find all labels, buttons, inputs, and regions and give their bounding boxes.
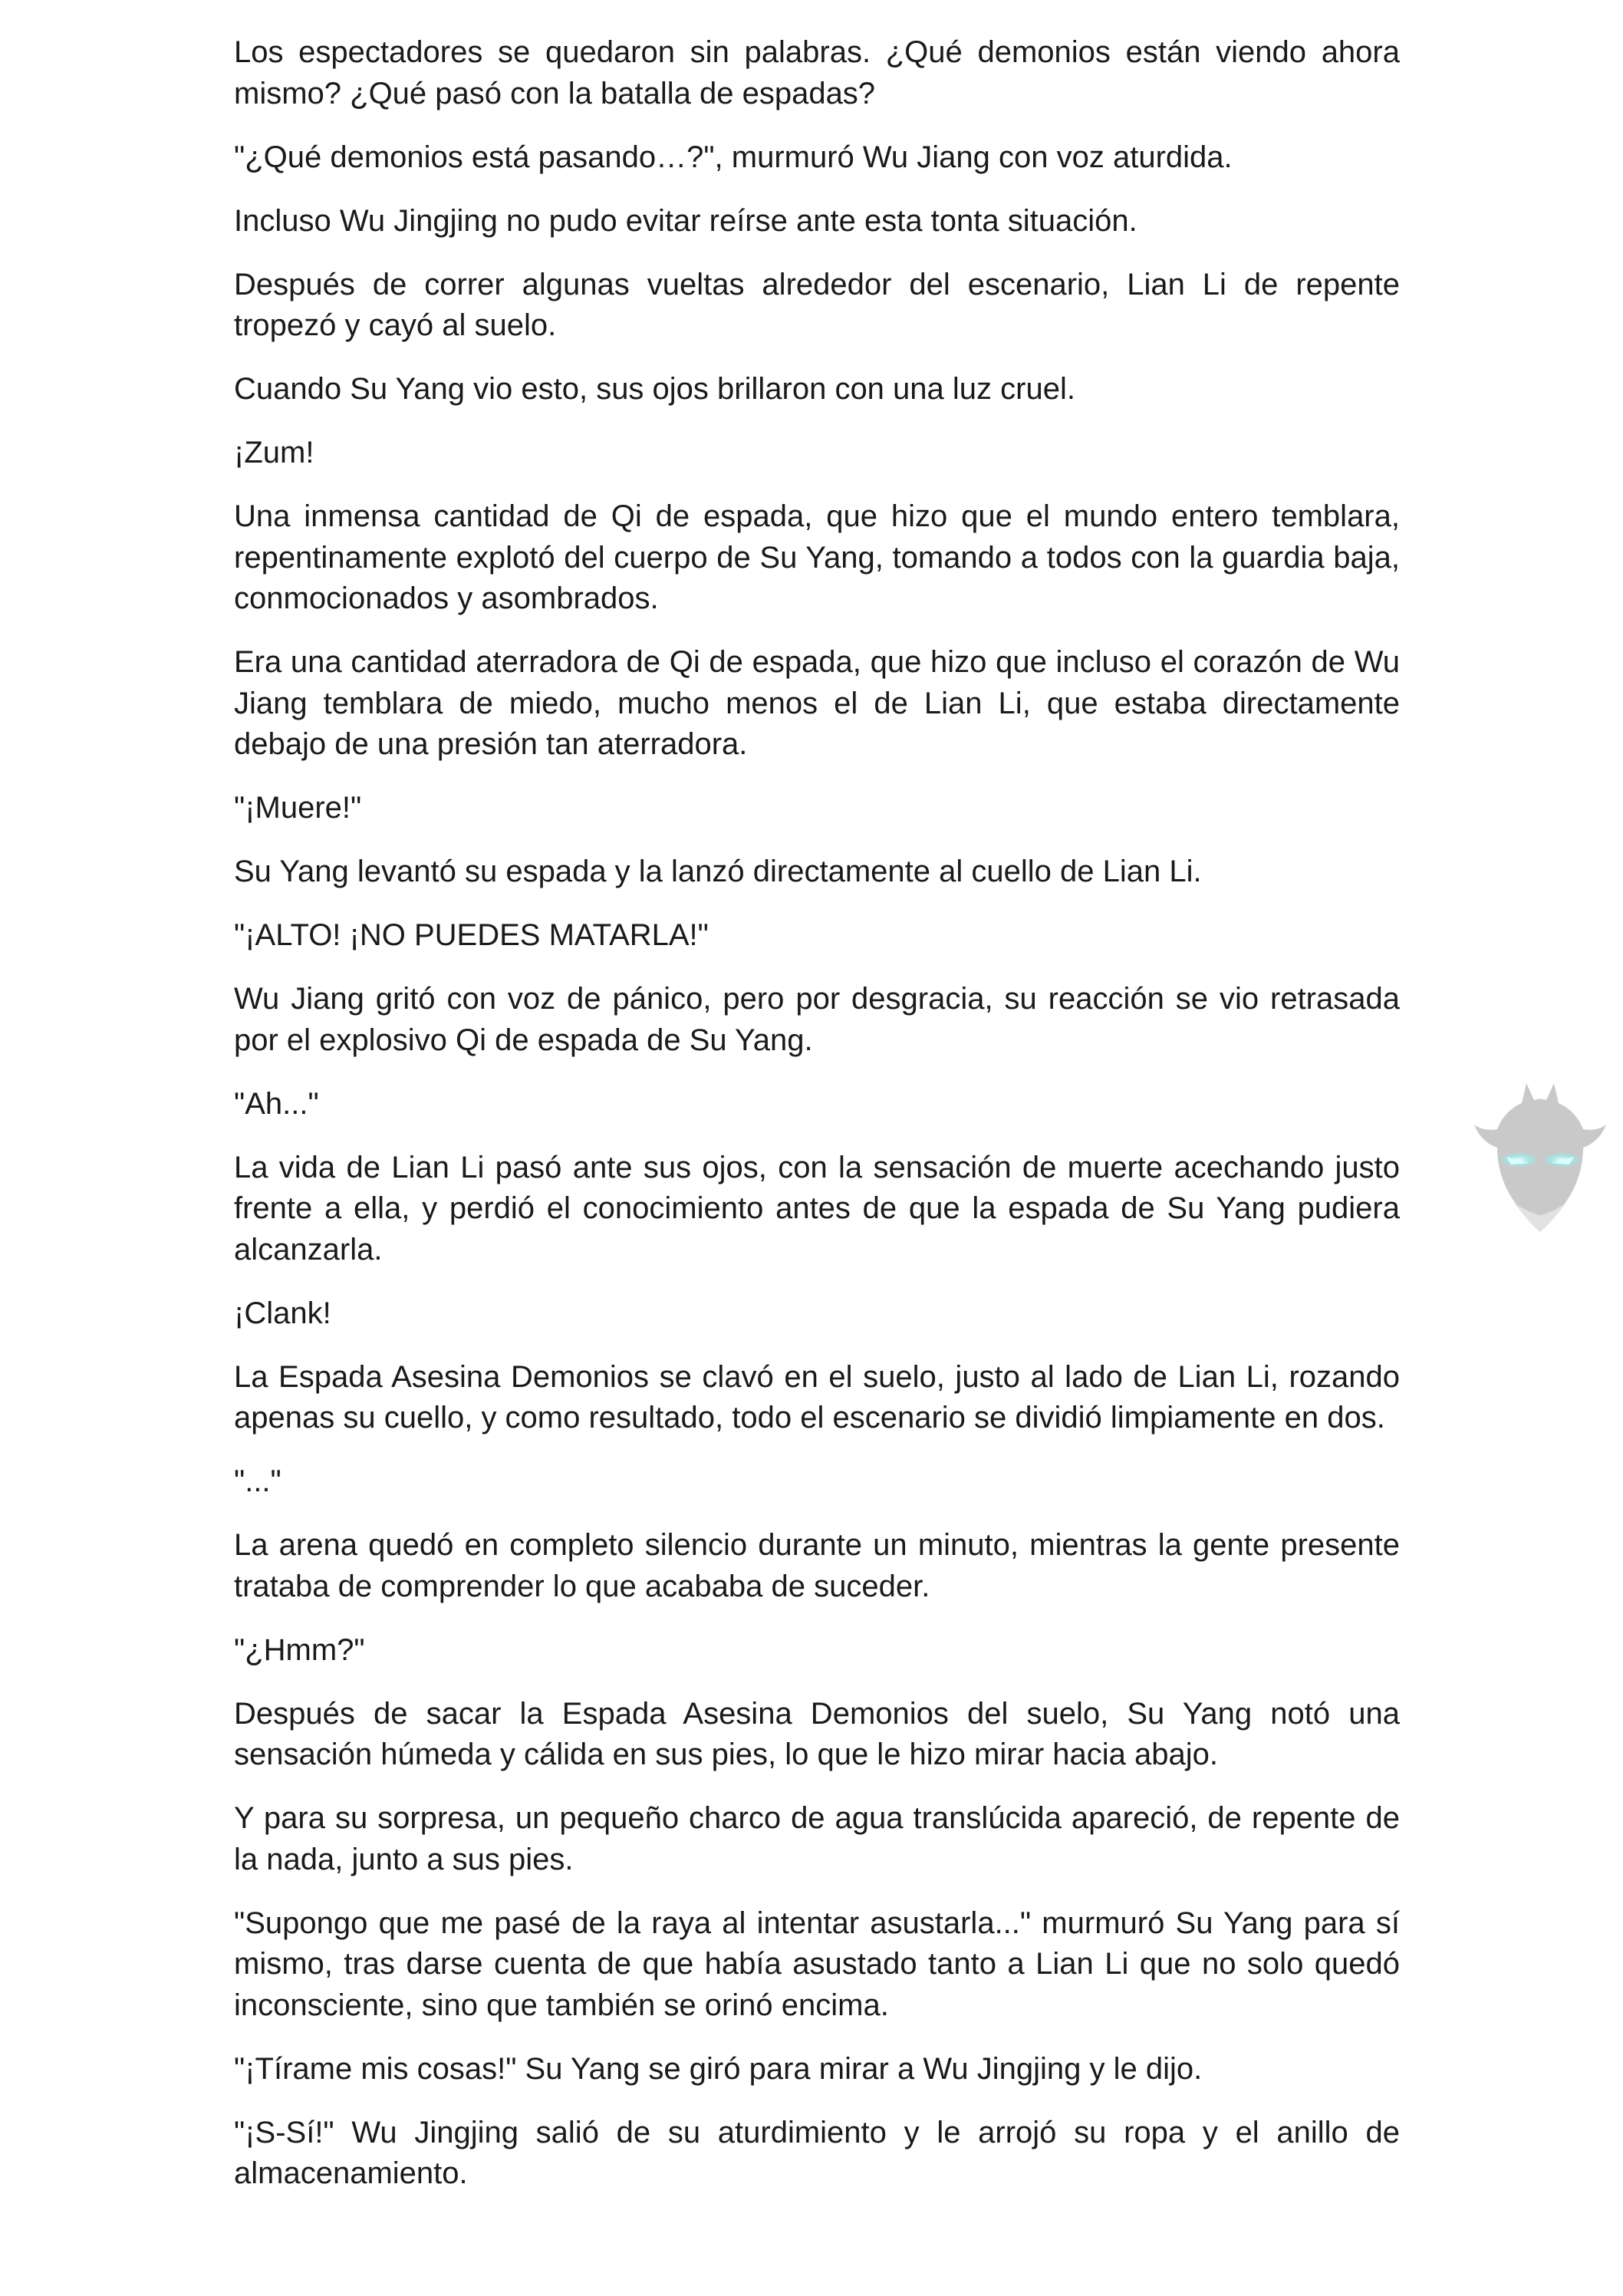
paragraph: "¡ALTO! ¡NO PUEDES MATARLA!" bbox=[234, 918, 709, 952]
demon-head-shape bbox=[1474, 1083, 1606, 1232]
paragraph: "Supongo que me pasé de la raya al intentar asustarla..." murmuró Su Yang para sí mismo, tras darse cuenta de que había asustado tanto a Lian Li que no solo quedó inconsciente, sino que también se orinó encima. bbox=[234, 1906, 1400, 2022]
paragraph: "¿Hmm?" bbox=[234, 1632, 365, 1667]
paragraph: La arena quedó en completo silencio durante un minuto, mientras la gente presente trataba de comprender lo que acababa de suceder. bbox=[234, 1528, 1400, 1603]
paragraph: ¡Clank! bbox=[234, 1296, 331, 1330]
paragraph: Y para su sorpresa, un pequeño charco de agua translúcida apareció, de repente de la nada, junto a sus pies. bbox=[234, 1801, 1400, 1876]
paragraph: Incluso Wu Jingjing no pudo evitar reírse ante esta tonta situación. bbox=[234, 203, 1137, 238]
paragraph: Cuando Su Yang vio esto, sus ojos brillaron con una luz cruel. bbox=[234, 372, 1075, 406]
paragraph: "¡Tírame mis cosas!" Su Yang se giró para mirar a Wu Jingjing y le dijo. bbox=[234, 2051, 1203, 2086]
paragraph: Una inmensa cantidad de Qi de espada, que hizo que el mundo entero temblara, repentinamente explotó del cuerpo de Su Yang, tomando a todos con la guardia baja, conmocionados y asombrados. bbox=[234, 499, 1400, 615]
paragraph: Los espectadores se quedaron sin palabras. ¿Qué demonios están viendo ahora mismo? ¿Qué pasó con la batalla de espadas? bbox=[234, 35, 1400, 110]
paragraph: "¡S-Sí!" Wu Jingjing salió de su aturdimiento y le arrojó su ropa y el anillo de almacenamiento. bbox=[234, 2115, 1400, 2190]
paragraph: Era una cantidad aterradora de Qi de espada, que hizo que incluso el corazón de Wu Jiang temblara de miedo, mucho menos el de Lian Li, que estaba directamente debajo de una presión tan aterradora. bbox=[234, 645, 1400, 761]
demon-head-icon bbox=[1471, 1074, 1609, 1243]
watermark bbox=[1471, 1074, 1609, 1243]
paragraph: Su Yang levantó su espada y la lanzó directamente al cuello de Lian Li. bbox=[234, 855, 1202, 888]
paragraph: ¡Zum! bbox=[234, 436, 314, 469]
paragraph: La Espada Asesina Demonios se clavó en el suelo, justo al lado de Lian Li, rozando apenas su cuello, y como resultado, todo el escenario se dividió limpiamente en dos. bbox=[234, 1359, 1400, 1435]
document-body bbox=[234, 32, 1400, 2217]
paragraph: La vida de Lian Li pasó ante sus ojos, con la sensación de muerte acechando justo frente a ella, y perdió el conocimiento antes de que la espada de Su Yang pudiera alcanzarla. bbox=[234, 1150, 1400, 1267]
paragraph: "Ah..." bbox=[234, 1086, 319, 1121]
paragraph: "¡Muere!" bbox=[234, 791, 362, 825]
paragraph: Después de correr algunas vueltas alrededor del escenario, Lian Li de repente tropezó y cayó al suelo. bbox=[234, 267, 1400, 342]
paragraph: Wu Jiang gritó con voz de pánico, pero por desgracia, su reacción se vio retrasada por el explosivo Qi de espada de Su Yang. bbox=[234, 982, 1400, 1057]
paragraph: "¿Qué demonios está pasando…?", murmuró Wu Jiang con voz aturdida. bbox=[234, 140, 1233, 174]
paragraph: Después de sacar la Espada Asesina Demonios del suelo, Su Yang notó una sensación húmeda y cálida en sus pies, lo que le hizo mirar hacia abajo. bbox=[234, 1696, 1400, 1771]
paragraph: "..." bbox=[234, 1464, 281, 1498]
